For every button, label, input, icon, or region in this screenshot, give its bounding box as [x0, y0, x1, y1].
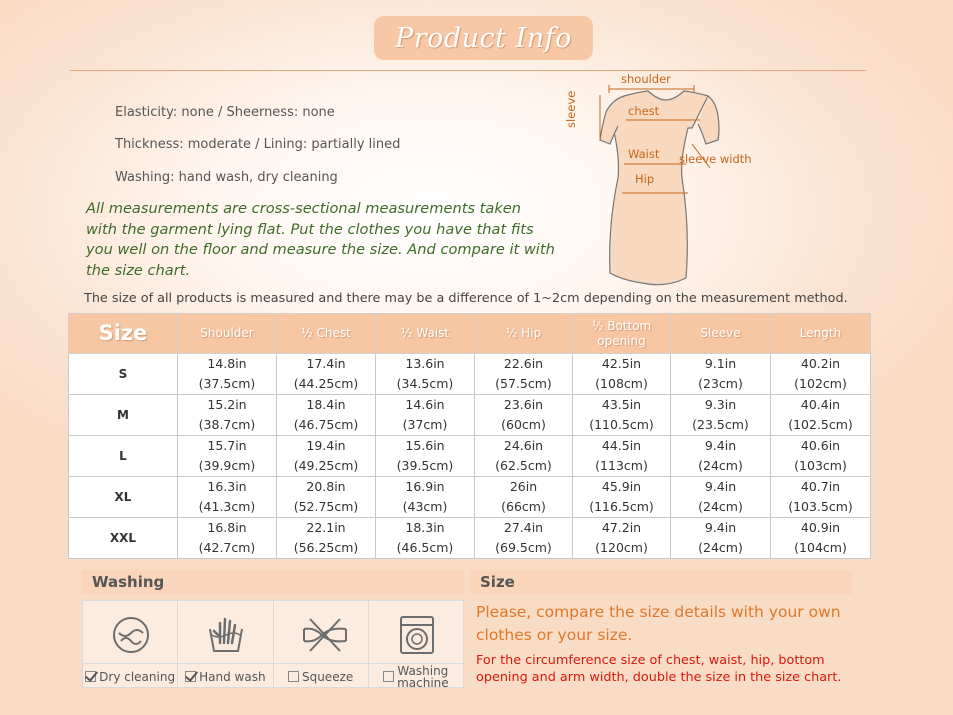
- washing-section-title: Washing: [82, 570, 464, 594]
- length-cell: [771, 354, 871, 395]
- sleeve-inches: 9.4in: [704, 520, 737, 535]
- length-centimeters: (104cm): [794, 540, 847, 555]
- shoulder-cell: [178, 395, 277, 436]
- hip-inches: 26in: [509, 479, 538, 494]
- hip-label: Hip: [635, 172, 655, 186]
- shoulder-inches: 16.8in: [207, 520, 247, 535]
- dry-cleaning-icon: [109, 613, 153, 657]
- spec-thickness: Thickness: moderate / Lining: partially lined: [115, 137, 401, 152]
- waist-centimeters: (37cm): [402, 417, 448, 432]
- header-length: Length: [771, 314, 871, 354]
- bottom-centimeters: (120cm): [595, 540, 648, 555]
- bottom-inches: 42.5in: [601, 356, 642, 371]
- bottom-centimeters: (110.5cm): [589, 417, 654, 432]
- chest-cell: [277, 477, 376, 518]
- waist-cell: [376, 354, 475, 395]
- bottom-inches: 45.9in: [601, 479, 642, 494]
- page-title: Product Info: [374, 16, 593, 60]
- hip-inches: 22.6in: [503, 356, 544, 371]
- wash-item-hand-wash: [178, 601, 273, 687]
- waist-label: Waist: [628, 147, 660, 161]
- waist-inches: 13.6in: [405, 356, 445, 371]
- dry-cleaning-checkbox: [85, 671, 96, 682]
- waist-cell: [376, 395, 475, 436]
- chest-label: chest: [628, 104, 660, 118]
- washing-instructions: [82, 600, 464, 688]
- hip-cell: [475, 354, 573, 395]
- length-inches: 40.9in: [800, 520, 841, 535]
- shoulder-centimeters: (42.7cm): [198, 540, 256, 555]
- dry-cleaning-label: Dry cleaning: [99, 669, 176, 684]
- size-advice: Please, compare the size details with your own clothes or your size.: [476, 603, 841, 644]
- shoulder-centimeters: (38.7cm): [198, 417, 256, 432]
- bottom-centimeters: (116.5cm): [589, 499, 654, 514]
- sleeve-cell: [671, 354, 771, 395]
- length-centimeters: (103.5cm): [788, 499, 853, 514]
- size-section-title: Size: [470, 570, 852, 594]
- squeeze-label: Squeeze: [301, 669, 354, 684]
- waist-centimeters: (43cm): [402, 499, 448, 514]
- table-header-row: [69, 314, 871, 354]
- size-cell: XXL: [69, 518, 178, 559]
- washing-machine-checkbox: [383, 671, 394, 682]
- sleeve-centimeters: (24cm): [698, 499, 743, 514]
- spec-washing: Washing: hand wash, dry cleaning: [115, 170, 338, 185]
- hip-centimeters: (60cm): [501, 417, 546, 432]
- shoulder-cell: [178, 354, 277, 395]
- bottom-cell: [573, 436, 671, 477]
- hand-wash-icon: [204, 613, 248, 657]
- chest-inches: 18.4in: [306, 397, 346, 412]
- length-centimeters: (102.5cm): [788, 417, 853, 432]
- spec-elasticity: Elasticity: none / Sheerness: none: [115, 105, 335, 120]
- bottom-centimeters: (113cm): [595, 458, 648, 473]
- length-cell: [771, 477, 871, 518]
- bottom-inches: 47.2in: [601, 520, 642, 535]
- shoulder-centimeters: (39.9cm): [198, 458, 256, 473]
- hip-centimeters: (69.5cm): [495, 540, 552, 555]
- sleeve-centimeters: (23cm): [698, 376, 743, 391]
- bottom-cell: [573, 354, 671, 395]
- hip-inches: 23.6in: [503, 397, 544, 412]
- shoulder-centimeters: (37.5cm): [198, 376, 256, 391]
- waist-inches: 16.9in: [405, 479, 445, 494]
- bottom-cell: [573, 518, 671, 559]
- chest-cell: [277, 436, 376, 477]
- sleeve-centimeters: (24cm): [698, 458, 743, 473]
- chest-centimeters: (49.25cm): [293, 458, 359, 473]
- measurement-note: All measurements are cross-sectional measurements taken with the garment lying flat. Put the clothes you have that fits you well on the floor and measure the size. And compare it with the size chart.: [86, 200, 555, 279]
- chest-cell: [277, 395, 376, 436]
- header-shoulder: Shoulder: [178, 314, 277, 354]
- chest-cell: [277, 354, 376, 395]
- washing-machine-icon: [395, 613, 439, 657]
- sleeve-cell: [671, 518, 771, 559]
- bottom-inches: 44.5in: [601, 438, 642, 453]
- sleeve-width-label: sleeve width: [679, 152, 752, 166]
- hip-inches: 24.6in: [503, 438, 544, 453]
- chest-inches: 17.4in: [306, 356, 346, 371]
- washing-machine-label-1: Washing: [397, 663, 449, 678]
- chest-centimeters: (44.25cm): [293, 376, 359, 391]
- chest-inches: 20.8in: [306, 479, 346, 494]
- table-row: [69, 436, 871, 477]
- sleeve-label: sleeve: [564, 90, 578, 128]
- hip-centimeters: (66cm): [501, 499, 546, 514]
- header-chest: ½ Chest: [277, 314, 376, 354]
- shoulder-inches: 15.2in: [207, 397, 247, 412]
- sleeve-centimeters: (24cm): [698, 540, 743, 555]
- bottom-cell: [573, 477, 671, 518]
- shoulder-cell: [178, 477, 277, 518]
- hip-cell: [475, 436, 573, 477]
- hand-wash-label: Hand wash: [199, 669, 266, 684]
- no-wring-icon: [300, 613, 350, 657]
- shoulder-label: shoulder: [621, 72, 671, 86]
- sleeve-cell: [671, 395, 771, 436]
- bottom-cell: [573, 395, 671, 436]
- size-table: [68, 313, 871, 559]
- size-cell: XL: [69, 477, 178, 518]
- length-centimeters: (103cm): [794, 458, 847, 473]
- sleeve-cell: [671, 477, 771, 518]
- bottom-inches: 43.5in: [601, 397, 642, 412]
- length-cell: [771, 395, 871, 436]
- header-bottom-opening: [573, 314, 671, 354]
- table-row: [69, 518, 871, 559]
- chest-centimeters: (56.25cm): [293, 540, 359, 555]
- shoulder-centimeters: (41.3cm): [198, 499, 256, 514]
- wash-item-dry-cleaning: [83, 601, 178, 687]
- hip-cell: [475, 477, 573, 518]
- header-size: Size: [69, 314, 178, 354]
- waist-cell: [376, 518, 475, 559]
- hip-cell: [475, 518, 573, 559]
- hip-centimeters: (57.5cm): [495, 376, 552, 391]
- header-bottom-line2: opening: [597, 333, 646, 348]
- size-cell: S: [69, 354, 178, 395]
- size-cell: L: [69, 436, 178, 477]
- chest-centimeters: (46.75cm): [293, 417, 359, 432]
- size-cell: M: [69, 395, 178, 436]
- length-inches: 40.4in: [800, 397, 841, 412]
- wash-item-squeeze: [274, 601, 369, 687]
- sleeve-inches: 9.4in: [704, 479, 737, 494]
- sleeve-cell: [671, 436, 771, 477]
- waist-inches: 15.6in: [405, 438, 445, 453]
- waist-centimeters: (34.5cm): [396, 376, 454, 391]
- waist-centimeters: (46.5cm): [396, 540, 454, 555]
- chest-centimeters: (52.75cm): [293, 499, 359, 514]
- waist-cell: [376, 436, 475, 477]
- sleeve-inches: 9.1in: [704, 356, 737, 371]
- chest-inches: 22.1in: [306, 520, 346, 535]
- squeeze-checkbox: [288, 671, 299, 682]
- washing-machine-label-2: machine: [397, 675, 449, 690]
- chest-inches: 19.4in: [306, 438, 346, 453]
- header-waist: ½ Waist: [376, 314, 475, 354]
- size-double-note: For the circumference size of chest, waist, hip, bottom opening and arm width, double the size in the size chart.: [476, 653, 842, 685]
- chest-cell: [277, 518, 376, 559]
- length-centimeters: (102cm): [794, 376, 847, 391]
- length-cell: [771, 436, 871, 477]
- length-inches: 40.6in: [800, 438, 841, 453]
- shoulder-inches: 15.7in: [207, 438, 247, 453]
- hip-cell: [475, 395, 573, 436]
- waist-centimeters: (39.5cm): [396, 458, 454, 473]
- dress-diagram: [560, 68, 820, 288]
- sleeve-centimeters: (23.5cm): [692, 417, 749, 432]
- hip-centimeters: (62.5cm): [495, 458, 552, 473]
- header-sleeve: Sleeve: [671, 314, 771, 354]
- header-bottom-line1: ½ Bottom: [591, 318, 652, 333]
- length-inches: 40.2in: [800, 356, 841, 371]
- table-row: [69, 395, 871, 436]
- table-row: [69, 354, 871, 395]
- shoulder-cell: [178, 436, 277, 477]
- dress-icon: [560, 68, 820, 288]
- waist-cell: [376, 477, 475, 518]
- length-inches: 40.7in: [800, 479, 841, 494]
- sleeve-inches: 9.3in: [704, 397, 737, 412]
- header-hip: ½ Hip: [475, 314, 573, 354]
- shoulder-inches: 14.8in: [207, 356, 247, 371]
- shoulder-inches: 16.3in: [207, 479, 247, 494]
- hip-inches: 27.4in: [503, 520, 544, 535]
- wash-item-washing-machine: [369, 601, 463, 690]
- waist-inches: 18.3in: [405, 520, 445, 535]
- table-row: [69, 477, 871, 518]
- sleeve-inches: 9.4in: [704, 438, 737, 453]
- difference-note: The size of all products is measured and there may be a difference of 1~2cm depending on the measurement method.: [84, 291, 848, 306]
- shoulder-cell: [178, 518, 277, 559]
- hand-wash-checkbox: [185, 671, 196, 682]
- bottom-centimeters: (108cm): [595, 376, 648, 391]
- waist-inches: 14.6in: [405, 397, 445, 412]
- length-cell: [771, 518, 871, 559]
